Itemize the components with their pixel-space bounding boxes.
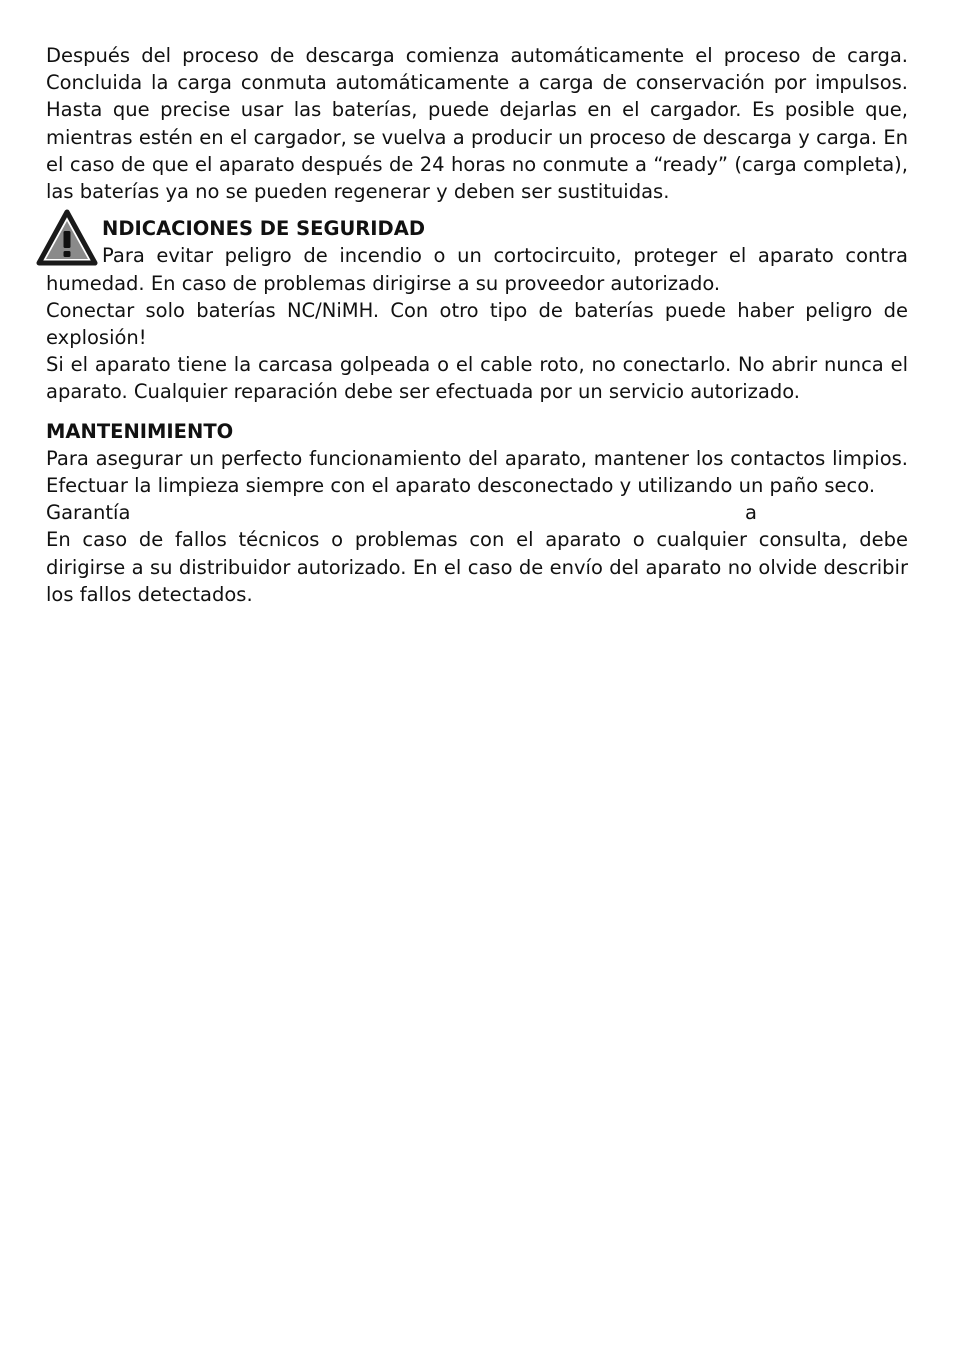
garantia-line — [46, 499, 908, 526]
warning-triangle-icon — [36, 209, 98, 267]
spacer — [46, 406, 908, 418]
garantia-fragment: a — [745, 501, 757, 525]
safety-first-line: Para evitar peligro de incendio o un cortocircuito, proteger el aparato contra — [102, 244, 908, 268]
safety-heading: NDICACIONES DE SEGURIDAD — [102, 217, 426, 241]
safety-section — [46, 215, 908, 269]
intro-paragraph: Después del proceso de descarga comienza automáticamente el proceso de carga. Concluida la carga conmuta automáticamente a carga de conservación por impulsos. Hasta que precise usar las baterías, puede dejarlas en el cargador. Es posible que, mientras estén en el cargador, se vuelva a producir un proceso de descarga y carga. En el caso de que el aparato después de 24 horas no conmute a “ready” (carga completa), las baterías ya no se pueden regenerar y deben ser sustituidas. — [46, 44, 908, 204]
safety-first-line-continued: humedad. En caso de problemas dirigirse a su proveedor autorizado. — [46, 271, 721, 295]
garantia-label: Garantía — [46, 501, 131, 525]
maintenance-heading: MANTENIMIENTO — [46, 419, 234, 443]
maintenance-paragraph-2: En caso de fallos técnicos o problemas con el aparato o cualquier consulta, debe dirigirse a su distribuidor autorizado. En el caso de envío del aparato no olvide describir los fallos detectados. — [46, 528, 908, 606]
safety-paragraph-3: Si el aparato tiene la carcasa golpeada o el cable roto, no conectarlo. No abrir nunca el aparato. Cualquier reparación debe ser efectuada por un servicio autorizado. — [46, 353, 908, 404]
spacer — [46, 205, 908, 215]
maintenance-paragraph-1: Para asegurar un perfecto funcionamiento del aparato, mantener los contactos limpios. Efectuar la limpieza siempre con el aparato desconectado y utilizando un paño seco. — [46, 446, 908, 498]
document-page — [46, 42, 908, 608]
safety-paragraph-2: Conectar solo baterías NC/NiMH. Con otro tipo de baterías puede haber peligro de explosión! — [46, 298, 908, 350]
